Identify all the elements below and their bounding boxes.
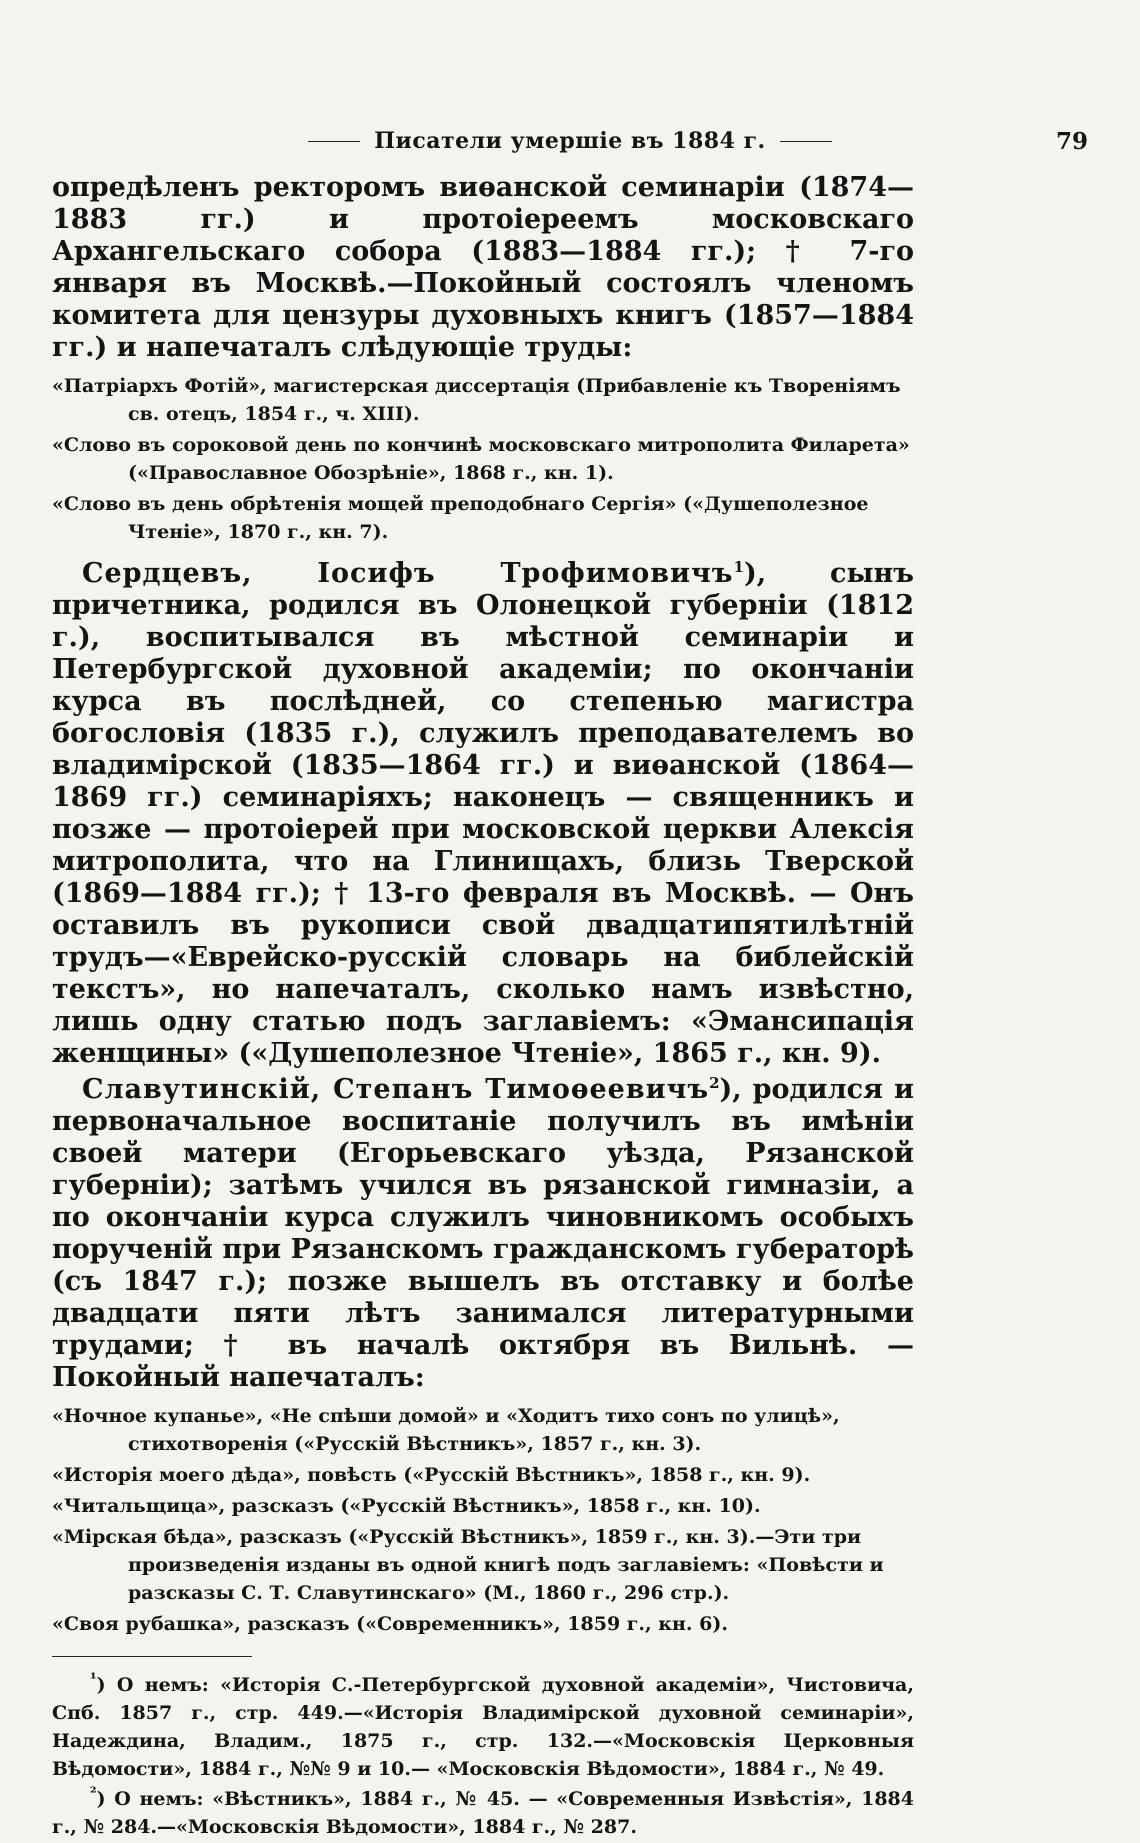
footnote-mark: ¹	[90, 1669, 97, 1688]
footnote-text: ) О немъ: «Исторія С.-Петербургской духовной академіи», Чистовича, Спб. 1857 г., стр. 449.—«Исторія Владимірской духовной семинаріи», Надеждина, Владим., 1875 г., стр. 132.—«Московскія Церковныя Вѣдомости», 1884 г., №№ 9 и 10.— «Московскія Вѣдомости», 1884 г., № 49.	[52, 1674, 914, 1780]
footnote-divider	[52, 1656, 252, 1657]
page-header	[52, 128, 1088, 168]
title-rule-right	[780, 141, 832, 142]
works-list-2	[52, 1402, 914, 1638]
footnote-ref: 1	[733, 558, 744, 576]
work-item: «Читальщица», разсказъ («Русскій Вѣстникъ», 1858 г., кн. 10).	[52, 1495, 761, 1517]
entry-slavutinsky	[52, 1074, 914, 1394]
page-number: 79	[1055, 128, 1088, 155]
text-column	[52, 172, 914, 1843]
work-item: «Слово въ день обрѣтенія мощей преподобнаго Сергія» («Душеполезное Чтеніе», 1870 г., кн. 7).	[52, 493, 869, 543]
title-rule-left	[308, 141, 360, 142]
work-item: «Ночное купанье», «Не спѣши домой» и «Ходитъ тихо сонъ по улицѣ», стихотворенія («Русскій Вѣстникъ», 1857 г., кн. 3).	[52, 1405, 840, 1455]
entry-text: ), родился и первоначальное воспитаніе получилъ въ имѣніи своей матери (Егорьевскаго уѣзда, Рязанской губерніи); затѣмъ учился въ рязанской гимназіи, а по окончаніи курса служилъ чиновникомъ особыхъ порученій при Рязанскомъ гражданскомъ губераторѣ (съ 1847 г.); позже вышелъ въ отставку и болѣе двадцати пяти лѣтъ занимался литературными трудами; † въ началѣ октября въ Вильнѣ. — Покойный напечаталъ:	[52, 1074, 914, 1393]
entry-text: ), сынъ причетника, родился въ Олонецкой губерніи (1812 г.), воспитывался въ мѣстной семинаріи и Петербургской духовной академіи; по окончаніи курса въ послѣдней, со степенью магистра богословія (1835 г.), служилъ преподавателемъ во владимірской (1835—1864 гг.) и виѳанской (1864—1869 гг.) семинаріяхъ; наконецъ — священникъ и позже — протоіерей при московской церкви Алексія митрополита, что на Глинищахъ, близь Тверской (1869—1884 гг.); † 13-го февраля въ Москвѣ. — Онъ оставилъ въ рукописи свой двадцатипятилѣтній трудъ—«Еврейско-русскій словарь на библейскій текстъ», но напечаталъ, сколько намъ извѣстно, лишь одну статью подъ заглавіемъ: «Эмансипація женщины» («Душеполезное Чтеніе», 1865 г., кн. 9).	[52, 558, 914, 1069]
footnote-mark: ²	[90, 1783, 97, 1802]
footnote-text: ) О немъ: «Вѣстникъ», 1884 г., № 45. — «Современныя Извѣстія», 1884 г., № 284.—«Московскія Вѣдомости», 1884 г., № 287.	[52, 1788, 914, 1838]
running-title	[52, 128, 1088, 154]
entry-name: Славутинскій, Степанъ Тимоѳеевичъ	[82, 1074, 710, 1105]
entry-serdtsev	[52, 558, 914, 1070]
footnote-1	[52, 1671, 914, 1783]
footnote-ref: 2	[709, 1074, 720, 1092]
intro-paragraph: опредѣленъ ректоромъ виѳанской семинаріи (1874—1883 гг.) и протоіереемъ московскаго Архангельскаго собора (1883—1884 гг.); † 7-го января въ Москвѣ.—Покойный состоялъ членомъ комитета для цензуры духовныхъ книгъ (1857—1884 гг.) и напечаталъ слѣдующіе труды:	[52, 172, 914, 363]
work-item: «Исторія моего дѣда», повѣсть («Русскій Вѣстникъ», 1858 г., кн. 9).	[52, 1464, 811, 1486]
work-item: «Своя рубашка», разсказъ («Современникъ», 1859 г., кн. 6).	[52, 1613, 728, 1635]
works-list-1	[52, 372, 914, 546]
work-item: «Мірская бѣда», разсказъ («Русскій Вѣстникъ», 1859 г., кн. 3).—Эти три произведенія изданы въ одной книгѣ подъ заглавіемъ: «Повѣсти и разсказы С. Т. Славутинскаго» (М., 1860 г., 296 стр.).	[52, 1526, 884, 1604]
running-title-text: Писатели умершіе въ 1884 г.	[374, 128, 766, 154]
work-item: «Слово въ сороковой день по кончинѣ московскаго митрополита Филарета» («Православное Обозрѣніе», 1868 г., кн. 1).	[52, 434, 910, 484]
work-item: «Патріархъ Фотій», магистерская диссертація (Прибавленіе къ Твореніямъ св. отецъ, 1854 г., ч. XIII).	[52, 375, 901, 425]
entry-name: Сердцевъ, Іосифъ Трофимовичъ	[82, 558, 734, 589]
footnote-2	[52, 1785, 914, 1841]
